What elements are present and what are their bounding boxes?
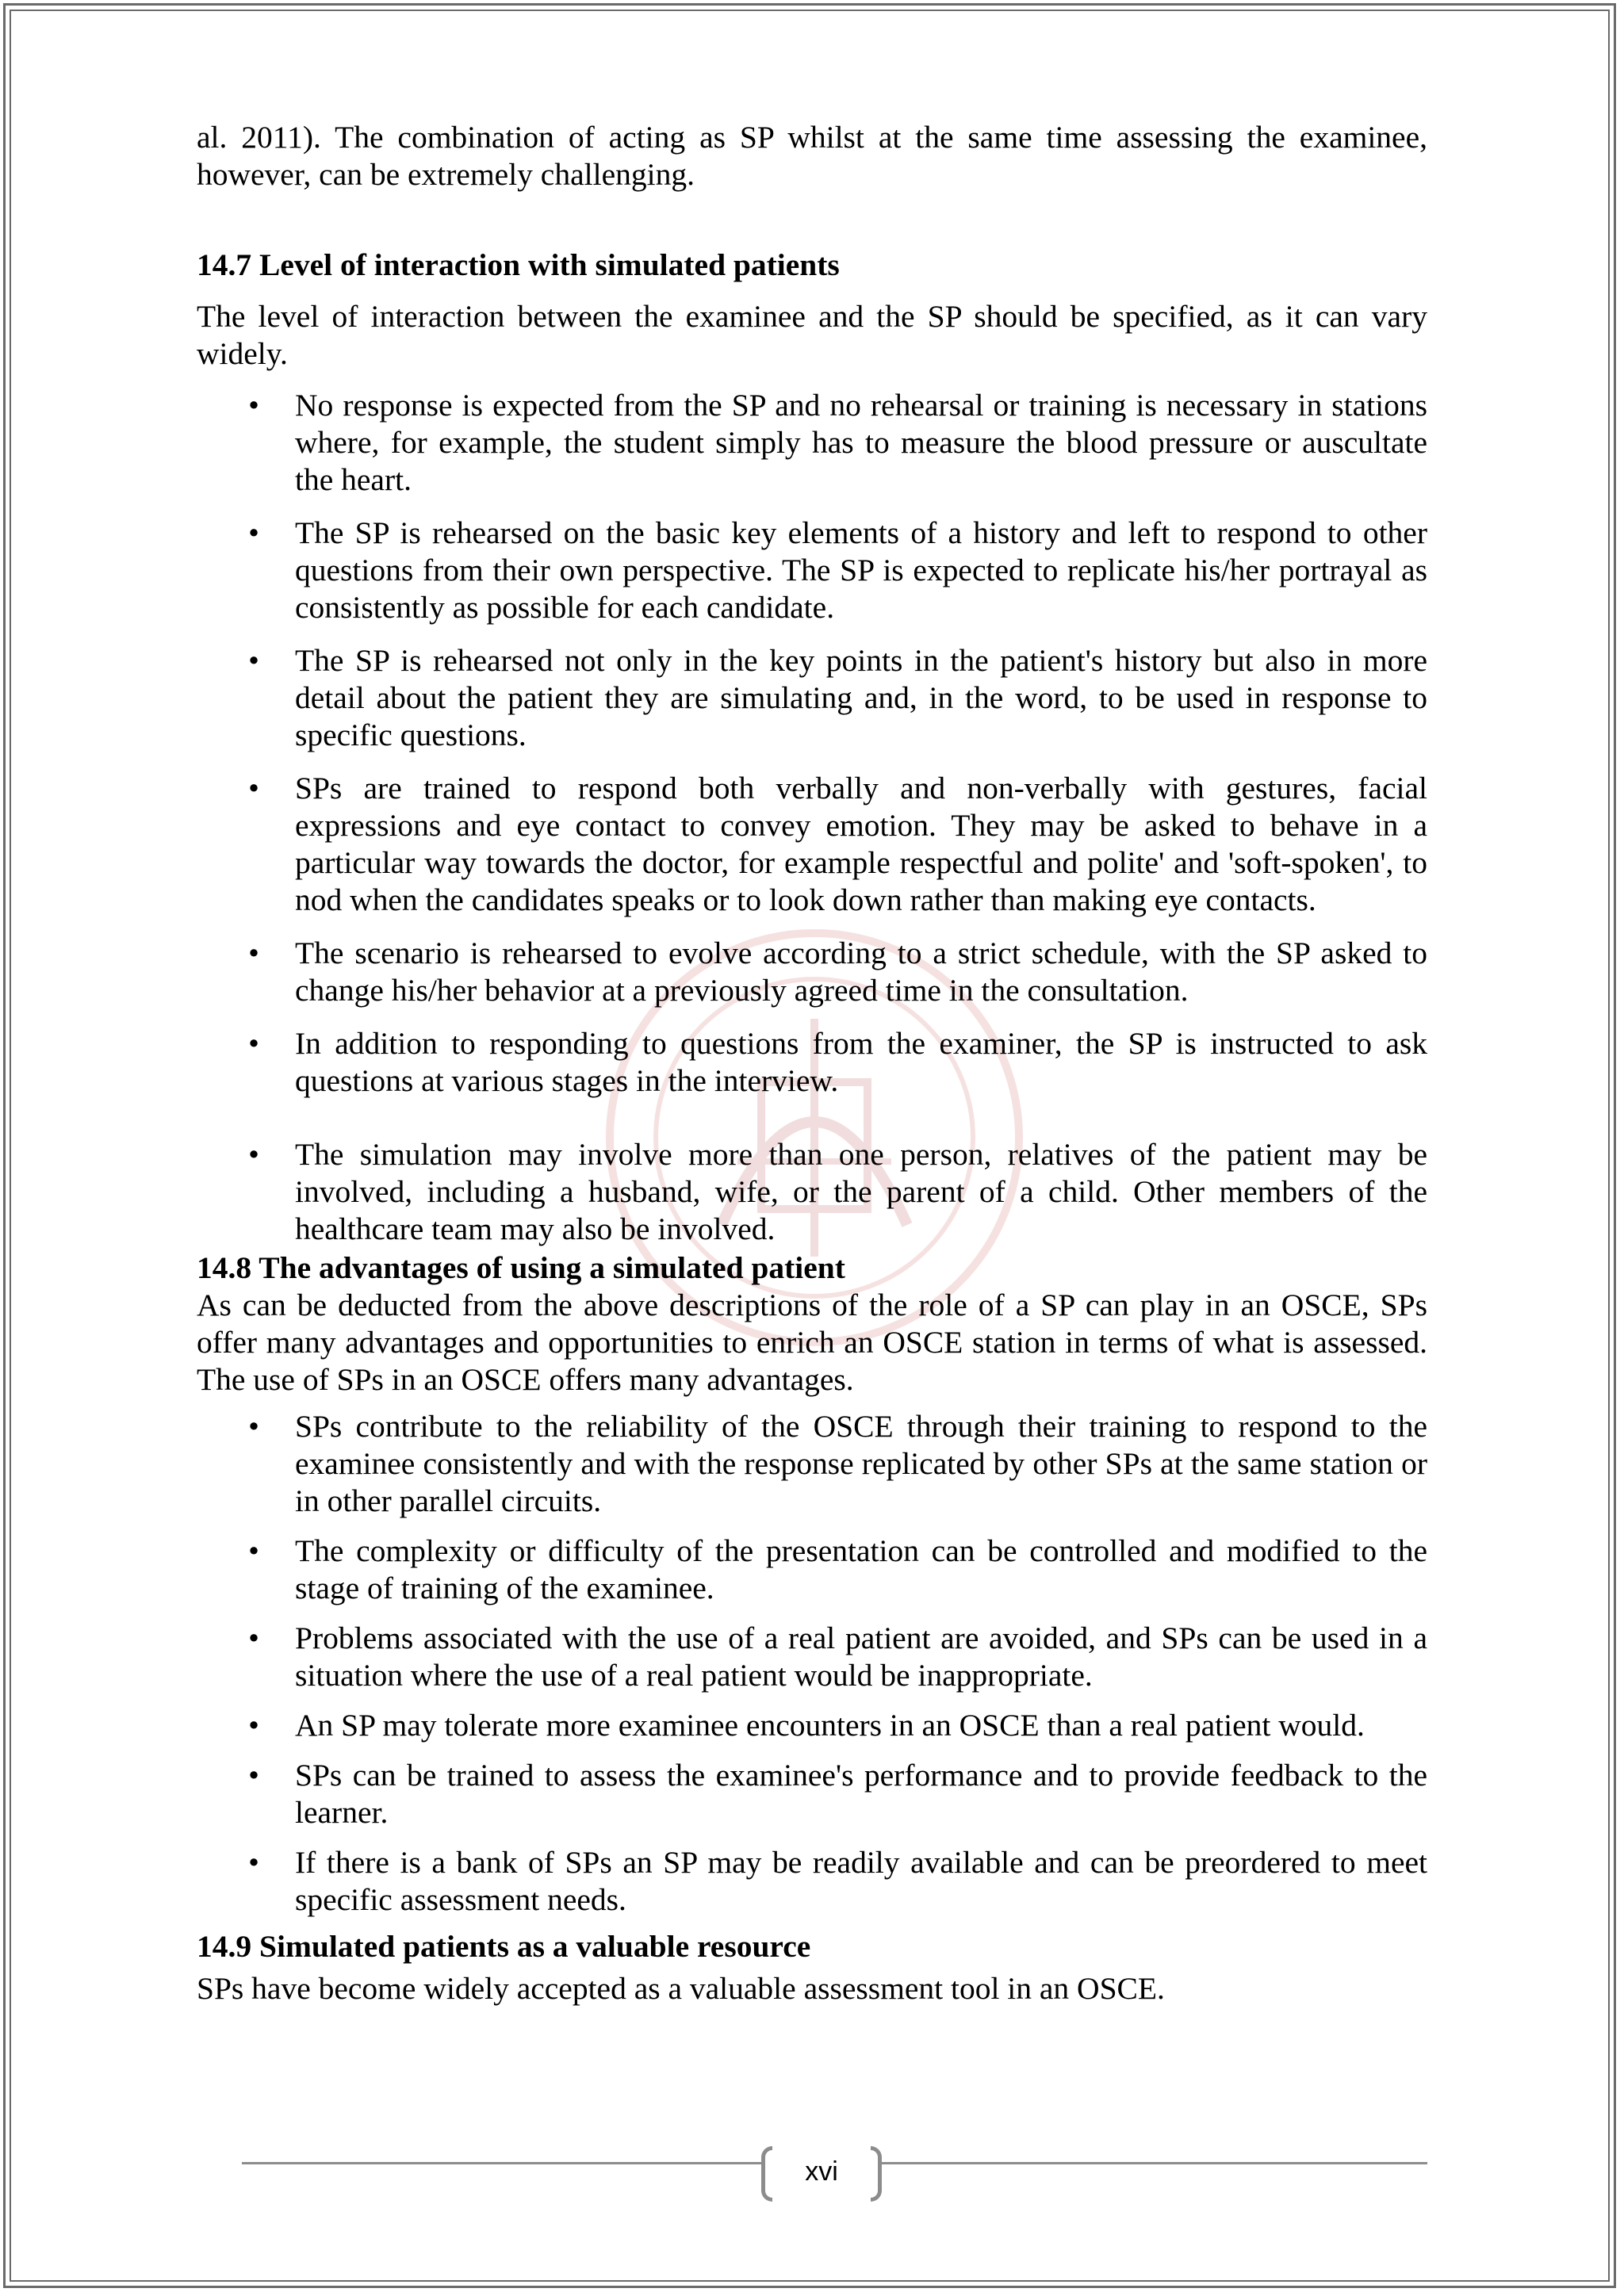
list-item: • The scenario is rehearsed to evolve according to a strict schedule, with the SP asked to change his/her behavior at a previously agreed time in the consultation. [197,935,1427,1009]
section-14-8-list [197,1408,1427,1919]
bullet-dot: • [248,388,259,423]
bullet-dot: • [248,1533,259,1568]
section-14-7-list [197,387,1427,1248]
page-content [197,119,1427,2007]
bullet-dot: • [248,1026,259,1061]
list-item: • In addition to responding to questions from the examiner, the SP is instructed to ask questions at various stages in the interview. [197,1025,1427,1100]
list-item: • An SP may tolerate more examinee encounters in an OSCE than a real patient would. [197,1707,1427,1744]
section-14-7-heading: 14.7 Level of interaction with simulated patients [197,247,840,282]
bullet-dot: • [248,936,259,970]
list-item: • SPs are trained to respond both verbally and non-verbally with gestures, facial expressions and eye contact to convey emotion. They may be asked to behave in a particular way towards the doctor, for example respectful and polite' and 'soft-spoken', to nod when the candidates speaks or to look down rather than making eye contacts. [197,770,1427,919]
footer-rule-right [880,2162,1427,2164]
section-14-8-intro: As can be deducted from the above descriptions of the role of a SP can play in an OSCE, SPs offer many advantages and opportunities to enrich an OSCE station in terms of what is assessed. The use of SPs in an OSCE offers many advantages. [197,1288,1427,1397]
list-item: • The complexity or difficulty of the presentation can be controlled and modified to the stage of training of the examinee. [197,1533,1427,1607]
bullet-dot: • [248,643,259,678]
bullet-dot: • [248,1708,259,1743]
bullet-dot: • [248,515,259,550]
page-number: xvi [805,2156,838,2187]
section-14-9-text: SPs have become widely accepted as a valuable assessment tool in an OSCE. [197,1971,1165,2006]
footer-rule-left [242,2162,765,2164]
list-item: • The SP is rehearsed on the basic key elements of a history and left to respond to other questions from their own perspective. The SP is expected to replicate his/her portrayal as consistently as possible for each candidate. [197,515,1427,626]
section-14-8-heading: 14.8 The advantages of using a simulated patient [197,1250,845,1285]
list-item: • Problems associated with the use of a real patient are avoided, and SPs can be used in a situation where the use of a real patient would be inappropriate. [197,1620,1427,1694]
list-item: • The SP is rehearsed not only in the key points in the patient's history but also in more detail about the patient they are simulating and, in the word, to be used in response to specific questions. [197,642,1427,754]
bullet-dot: • [248,1137,259,1172]
list-item: • SPs contribute to the reliability of the OSCE through their training to respond to the examinee consistently and with the response replicated by other SPs at the same station or in other parallel circuits. [197,1408,1427,1520]
list-item: • If there is a bank of SPs an SP may be readily available and can be preordered to meet specific assessment needs. [197,1844,1427,1919]
bullet-dot: • [248,1758,259,1793]
bullet-dot: • [248,1409,259,1444]
list-item: • The simulation may involve more than one person, relatives of the patient may be involved, including a husband, wife, or the parent of a child. Other members of the healthcare team may also be involved. [197,1136,1427,1248]
intro-paragraph: al. 2011). The combination of acting as SP whilst at the same time assessing the examinee, however, can be extremely challenging. [197,120,1427,192]
footer-bracket-left [761,2146,772,2202]
section-14-9-heading: 14.9 Simulated patients as a valuable resource [197,1929,811,1964]
footer-bracket-right [871,2146,882,2202]
bullet-dot: • [248,771,259,806]
list-item: • No response is expected from the SP and no rehearsal or training is necessary in stations where, for example, the student simply has to measure the blood pressure or auscultate the heart. [197,387,1427,499]
section-14-7-intro: The level of interaction between the examinee and the SP should be specified, as it can vary widely. [197,299,1427,371]
bullet-dot: • [248,1621,259,1655]
bullet-dot: • [248,1845,259,1880]
list-item: • SPs can be trained to assess the examinee's performance and to provide feedback to the learner. [197,1757,1427,1831]
